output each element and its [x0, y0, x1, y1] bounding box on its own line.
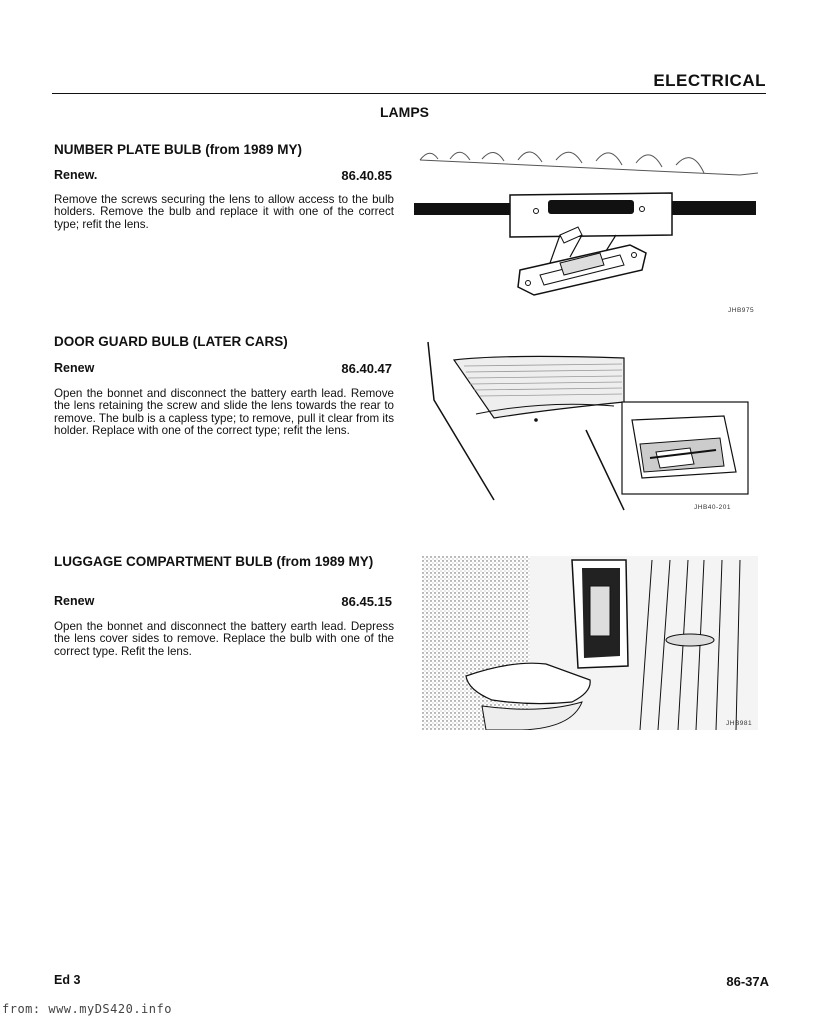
procedure-text: Open the bonnet and disconnect the battery earth lead. Depress the lens cover sides to remove. Replace the bulb with one of the correct type. Refit the lens. [54, 620, 394, 658]
page-number: 86-37A [726, 974, 769, 989]
chapter-title: ELECTRICAL [653, 71, 766, 90]
operation-code: 86.45.15 [341, 594, 392, 609]
procedure-text: Remove the screws securing the lens to allow access to the bulb holders. Remove the bulb and replace it with one of the correct type; refit the lens. [54, 193, 394, 231]
procedure-heading: NUMBER PLATE BULB (from 1989 MY) [54, 142, 303, 157]
luggage-compartment-lamp-illustration [422, 556, 758, 730]
door-guard-lamp-illustration [424, 340, 754, 516]
figure-reference: JHB40-201 [694, 504, 732, 511]
edition-label: Ed 3 [54, 973, 81, 987]
operation-name: Renew [54, 594, 95, 608]
figure-reference: JHB975 [728, 307, 755, 314]
figure-reference: JHB981 [726, 720, 753, 727]
section-title: LAMPS [380, 104, 429, 120]
operation-name: Renew [54, 361, 95, 375]
operation-code: 86.40.85 [341, 168, 392, 183]
source-watermark: from: www.myDS420.info [2, 1002, 172, 1016]
operation-code: 86.40.47 [341, 361, 392, 376]
procedure-heading: LUGGAGE COMPARTMENT BULB (from 1989 MY) [54, 554, 374, 569]
operation-name: Renew. [54, 168, 98, 182]
procedure-text: Open the bonnet and disconnect the battery earth lead. Remove the lens retaining the screw and slide the lens towards the rear to remove. The bulb is a capless type; to remove, pull it clear from its holder. Replace with one of the correct type; refit the lens. [54, 387, 395, 438]
header-rule [52, 93, 766, 94]
procedure-heading: DOOR GUARD BULB (LATER CARS) [54, 334, 288, 349]
number-plate-lamp-illustration [410, 135, 762, 315]
